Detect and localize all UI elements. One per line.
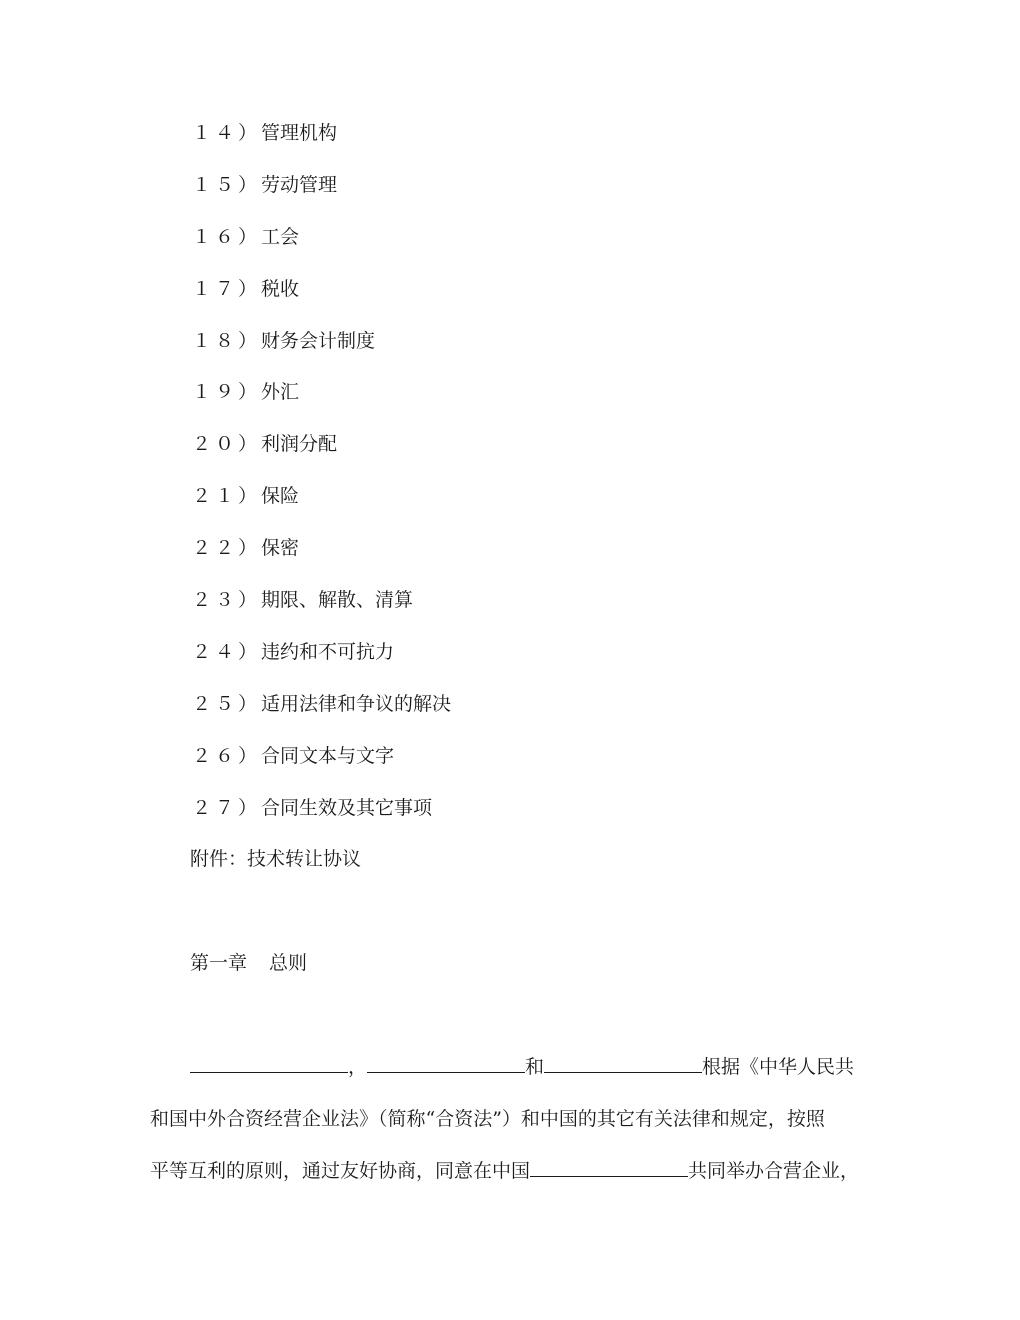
body-text: 根据《中华人民共 bbox=[702, 1056, 855, 1078]
toc-item-number: ２０） bbox=[192, 433, 262, 456]
comma-text: ， bbox=[348, 1056, 368, 1078]
toc-item-title: 保险 bbox=[261, 485, 300, 508]
toc-item-title: 合同文本与文字 bbox=[261, 744, 395, 767]
toc-item bbox=[192, 170, 451, 222]
toc-item bbox=[192, 533, 451, 585]
toc-item-number: ２３） bbox=[192, 589, 262, 612]
toc-item bbox=[192, 118, 451, 170]
toc-item-number: ２４） bbox=[192, 640, 262, 663]
body-line bbox=[150, 1156, 890, 1186]
toc-item-number: １５） bbox=[192, 173, 262, 196]
toc-item-title: 期限、解散、清算 bbox=[261, 589, 414, 612]
toc-item bbox=[192, 793, 451, 845]
toc-item bbox=[192, 377, 451, 429]
toc-item-number: １４） bbox=[192, 122, 262, 144]
toc-item bbox=[192, 637, 451, 689]
toc-item-title: 外汇 bbox=[261, 381, 300, 404]
toc-item-title: 管理机构 bbox=[261, 122, 338, 144]
blank-location[interactable] bbox=[530, 1158, 688, 1177]
toc-item-title: 财务会计制度 bbox=[261, 329, 376, 352]
toc-item-title: 税收 bbox=[261, 277, 300, 300]
blank-party-a[interactable] bbox=[190, 1054, 348, 1073]
blank-party-b[interactable] bbox=[367, 1054, 525, 1073]
chapter-heading bbox=[190, 948, 307, 978]
toc-item bbox=[192, 429, 451, 481]
toc-item bbox=[192, 689, 451, 741]
body-line: 和国中外合资经营企业法》（简称“合资法”）和中国的其它有关法律和规定，按照 bbox=[150, 1108, 825, 1130]
toc-item-title: 违约和不可抗力 bbox=[261, 640, 395, 663]
toc-item bbox=[192, 585, 451, 637]
chapter-number: 第一章 bbox=[190, 952, 248, 974]
toc-item-number: １８） bbox=[192, 329, 262, 352]
chapter-title: 总则 bbox=[269, 952, 308, 974]
toc-item bbox=[192, 326, 451, 378]
toc-item-title: 合同生效及其它事项 bbox=[261, 796, 433, 819]
toc-item-title: 适用法律和争议的解决 bbox=[261, 692, 452, 715]
toc-item bbox=[192, 222, 451, 274]
toc-item-title: 保密 bbox=[261, 537, 300, 560]
toc-item-number: ２５） bbox=[192, 692, 262, 715]
toc-item-number: ２２） bbox=[192, 537, 262, 560]
toc-item-number: １７） bbox=[192, 277, 262, 300]
toc-item-number: ２７） bbox=[192, 796, 262, 819]
toc-item bbox=[192, 741, 451, 793]
toc-item-number: １９） bbox=[192, 381, 262, 404]
blank-party-c[interactable] bbox=[544, 1054, 702, 1073]
toc-item-title: 工会 bbox=[261, 225, 300, 248]
attachment-line: 附件：技术转让协议 bbox=[190, 848, 362, 870]
table-of-contents bbox=[192, 118, 451, 844]
and-text: 和 bbox=[525, 1056, 545, 1078]
toc-item-number: ２６） bbox=[192, 744, 262, 767]
toc-item bbox=[192, 481, 451, 533]
body-line bbox=[190, 1052, 930, 1082]
toc-item-title: 劳动管理 bbox=[261, 173, 338, 196]
toc-item-number: ２１） bbox=[192, 485, 262, 508]
toc-item-title: 利润分配 bbox=[261, 433, 338, 456]
body-text: 平等互利的原则，通过友好协商，同意在中国 bbox=[150, 1160, 531, 1182]
toc-item-number: １６） bbox=[192, 225, 262, 248]
body-text: 共同举办合营企业， bbox=[688, 1160, 860, 1182]
toc-item bbox=[192, 274, 451, 326]
